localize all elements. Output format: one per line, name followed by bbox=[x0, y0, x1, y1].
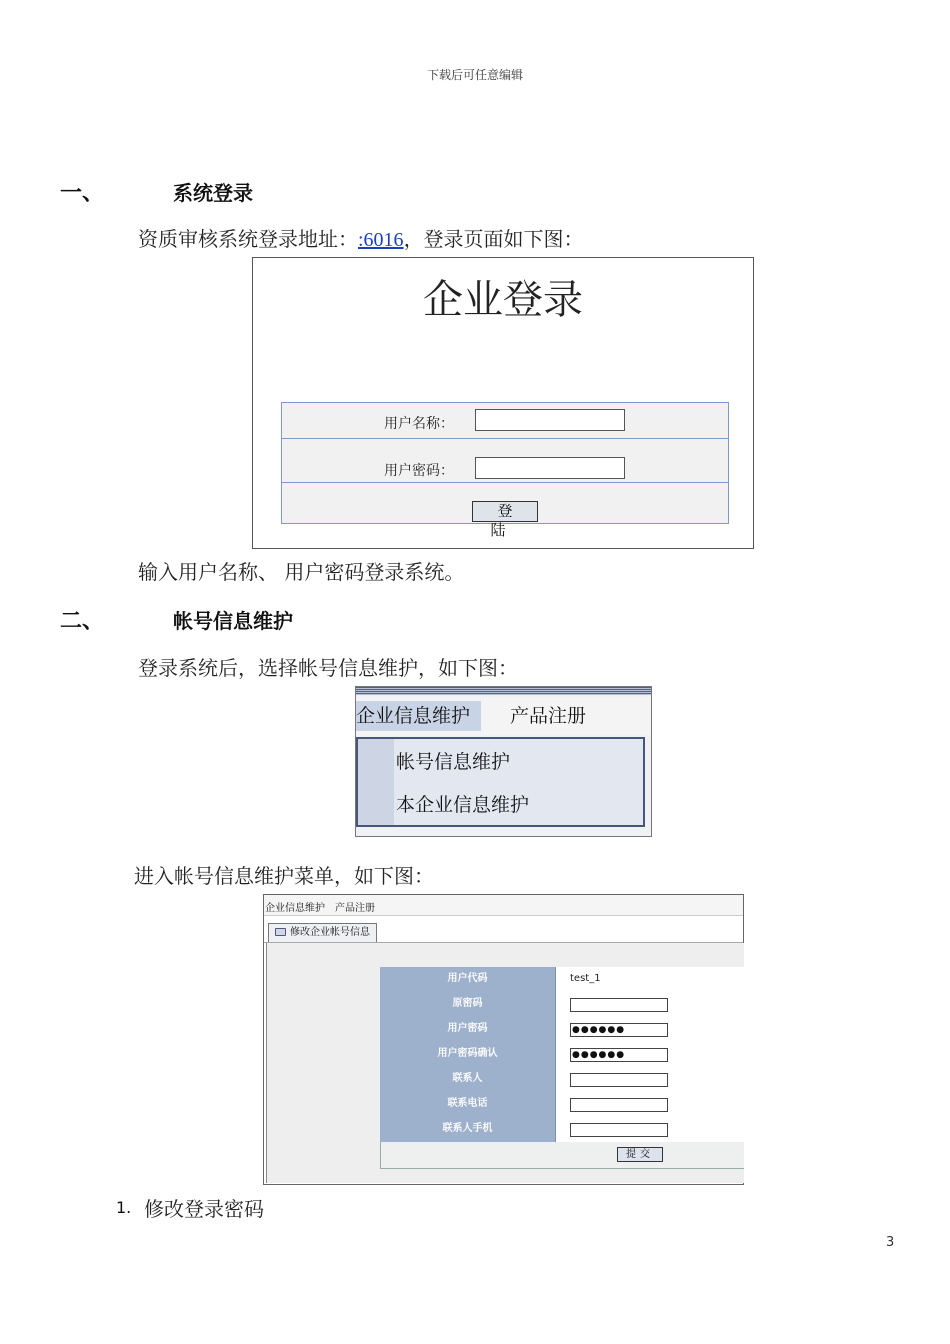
form-label: 用户代码 bbox=[380, 967, 556, 992]
submit-button[interactable]: 提交 bbox=[617, 1147, 663, 1162]
list-item-number: 1. bbox=[116, 1198, 132, 1217]
menu-product-register[interactable]: 产品注册 bbox=[510, 705, 587, 727]
form-row-old-password bbox=[380, 992, 744, 1017]
dropdown-menu bbox=[356, 737, 645, 827]
list-item-text: 修改登录密码 bbox=[144, 1197, 264, 1221]
password-label: 用户密码： bbox=[384, 463, 454, 479]
dropdown-enterprise-info[interactable]: 本企业信息维护 bbox=[396, 794, 530, 816]
section-2-number: 二、 bbox=[60, 609, 105, 634]
tab-modify-account[interactable] bbox=[268, 923, 377, 942]
form-label: 联系人 bbox=[380, 1067, 556, 1092]
menu-top-stripes bbox=[356, 687, 651, 695]
form-row-mobile bbox=[380, 1117, 744, 1142]
new-password-input[interactable]: ●●●●●● bbox=[570, 1023, 668, 1037]
section-1-title: 系统登录 bbox=[173, 181, 253, 205]
username-label: 用户名称： bbox=[384, 416, 454, 432]
login-title: 企业登录 bbox=[423, 277, 583, 323]
account-figure bbox=[263, 894, 744, 1185]
tab-label: 修改企业帐号信息 bbox=[290, 927, 370, 938]
login-form bbox=[281, 402, 729, 539]
section-1-number: 一、 bbox=[60, 181, 105, 206]
section-1-intro bbox=[138, 223, 584, 252]
form-row-contact bbox=[380, 1067, 744, 1092]
tab-strip bbox=[264, 916, 743, 943]
section-1-after-text: 输入用户名称、 用户密码登录系统。 bbox=[138, 560, 465, 584]
submit-row bbox=[380, 1142, 744, 1169]
form-row-user-code bbox=[380, 967, 744, 992]
section-2-after-text: 进入帐号信息维护菜单，如下图： bbox=[134, 864, 434, 888]
password-row bbox=[282, 439, 728, 483]
username-row bbox=[282, 403, 728, 439]
phone-input[interactable] bbox=[570, 1098, 668, 1112]
intro-suffix: ，登录页面如下图： bbox=[403, 227, 584, 251]
topmenu-product-register[interactable]: 产品注册 bbox=[335, 903, 375, 914]
dropdown-account-info[interactable]: 帐号信息维护 bbox=[396, 751, 511, 773]
form-row-new-password bbox=[380, 1017, 744, 1042]
dropdown-gutter bbox=[358, 739, 394, 825]
form-label: 用户密码 bbox=[380, 1017, 556, 1042]
login-button[interactable]: 登陆 bbox=[472, 501, 538, 522]
top-menubar bbox=[264, 895, 743, 916]
menu-figure bbox=[355, 686, 652, 837]
form-row-confirm-password bbox=[380, 1042, 744, 1067]
confirm-password-input[interactable]: ●●●●●● bbox=[570, 1048, 668, 1062]
page-number: 3 bbox=[886, 1235, 895, 1250]
content-area bbox=[266, 943, 744, 1183]
menu-enterprise-info[interactable]: 企业信息维护 bbox=[356, 701, 481, 731]
password-input[interactable] bbox=[475, 457, 625, 479]
user-code-value: test_1 bbox=[570, 973, 601, 984]
form-label: 联系人手机 bbox=[380, 1117, 556, 1142]
login-figure bbox=[252, 257, 754, 549]
menu-bar bbox=[356, 697, 651, 735]
form-label: 原密码 bbox=[380, 992, 556, 1017]
section-2-intro: 登录系统后，选择帐号信息维护，如下图： bbox=[138, 656, 518, 680]
form-row-phone bbox=[380, 1092, 744, 1117]
section-2-title: 帐号信息维护 bbox=[173, 609, 293, 633]
folder-icon bbox=[275, 928, 286, 936]
username-input[interactable] bbox=[475, 409, 625, 431]
old-password-input[interactable] bbox=[570, 998, 668, 1012]
contact-input[interactable] bbox=[570, 1073, 668, 1087]
intro-prefix: 资质审核系统登录地址： bbox=[138, 227, 358, 251]
form-label: 用户密码确认 bbox=[380, 1042, 556, 1067]
header-note: 下载后可任意编辑 bbox=[426, 68, 523, 82]
login-address-link[interactable]: :6016 bbox=[358, 229, 404, 251]
topmenu-enterprise-info[interactable]: 企业信息维护 bbox=[265, 903, 325, 914]
mobile-input[interactable] bbox=[570, 1123, 668, 1137]
form-label: 联系电话 bbox=[380, 1092, 556, 1117]
